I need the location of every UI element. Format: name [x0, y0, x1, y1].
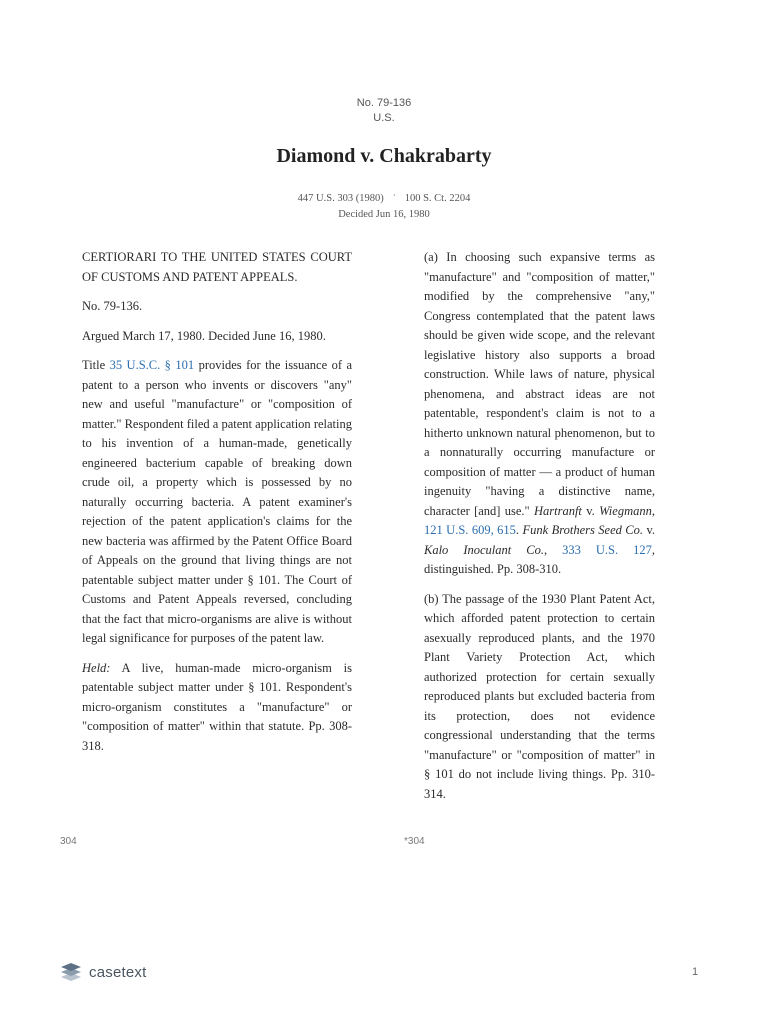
citation-separator: · [392, 190, 396, 200]
decided-date: Decided Jun 16, 1980 [338, 209, 430, 220]
held-label: Held: [82, 660, 111, 675]
casetext-logo-text: casetext [89, 963, 147, 981]
casetext-logo[interactable] [60, 962, 146, 982]
held-paragraph: Held: A live, human-made micro-organism is patentable subject matter under § 101. Respondent's micro-organism constitutes a "manufacture" or "composition of matter" within that statute. Pp. 308-318. [82, 660, 352, 753]
certiorari-paragraph: CERTIORARI TO THE UNITED STATES COURT OF CUSTOMS AND PATENT APPEALS. [82, 250, 352, 284]
argued-paragraph: Argued March 17, 1980. Decided June 16, 1980. [82, 328, 326, 343]
page-number: 1 [692, 966, 699, 978]
case-link-333-us-127[interactable]: 333 U.S. 127 [562, 542, 652, 557]
page-marker-left: 304 [60, 836, 77, 847]
case-link-121-us-609[interactable]: 121 U.S. 609, 615 [424, 523, 516, 537]
statute-link-35-usc-101[interactable]: 35 U.S.C. § 101 [109, 358, 195, 372]
case-number-paragraph: No. 79-136. [82, 299, 143, 313]
citations [0, 190, 768, 223]
court-name: U.S. [373, 112, 395, 124]
case-title: Diamond v. Chakrabarty [276, 145, 492, 167]
paragraph-b: (b) The passage of the 1930 Plant Patent Act, which afforded patent protection to certain asexually reproduced plants, and the 1970 Plant Variety Protection Act, which authorized protection for certain sexually reproduced plants but excluded bacteria from its protection, does not evidence congressional understanding that the terms "manufacture" or "composition of matter" in § 101 do not include living things. Pp. 310-314. [424, 591, 655, 801]
docket-header [0, 96, 768, 126]
casetext-stack-icon [60, 962, 82, 982]
right-column [424, 248, 655, 814]
docket-number: No. 79-136 [356, 97, 412, 109]
citation-us: 447 U.S. 303 (1980) [297, 193, 384, 204]
citation-sct: 100 S. Ct. 2204 [404, 193, 471, 204]
left-column [82, 248, 352, 766]
syllabus-paragraph: Title 35 U.S.C. § 101 provides for the issuance of a patent to a person who invents or discovers "any" new and useful "manufacture" or "composition of matter." Respondent filed a patent application relating to his invention of a human-made, genetically engineered bacterium capable of breaking down crude oil, a property which is possessed by no naturally occurring bacteria. A patent examiner's rejection of the patent application's claims for the new bacteria was affirmed by the Patent Office Board of Appeals on the ground that living things are not patentable subject matter under § 101. The Court of Customs and Patent Appeals reversed, concluding that the fact that micro-organisms are alive is without legal significance for purposes of the patent law. [82, 358, 352, 645]
paragraph-a: (a) In choosing such expansive terms as "manufacture" and "composition of matter," modified by the comprehensive "any," Congress contemplated that the patent laws should be given wide scope, and the relevant legislative history also supports a broad construction. While laws of nature, physical phenomena, and abstract ideas are not patentable, respondent's claim is not to a hitherto unknown natural phenomenon, but to a nonnaturally occurring manufacture or composition of matter — a product of human ingenuity "having a distinctive name, character [and] use." Hartranft v. Wiegmann, 121 U.S. 609, 615. Funk Brothers Seed Co. v. Kalo Inoculant Co., 333 U.S. 127, distinguished. Pp. 308-310. [424, 250, 656, 576]
page-marker-right: *304 [404, 836, 425, 847]
